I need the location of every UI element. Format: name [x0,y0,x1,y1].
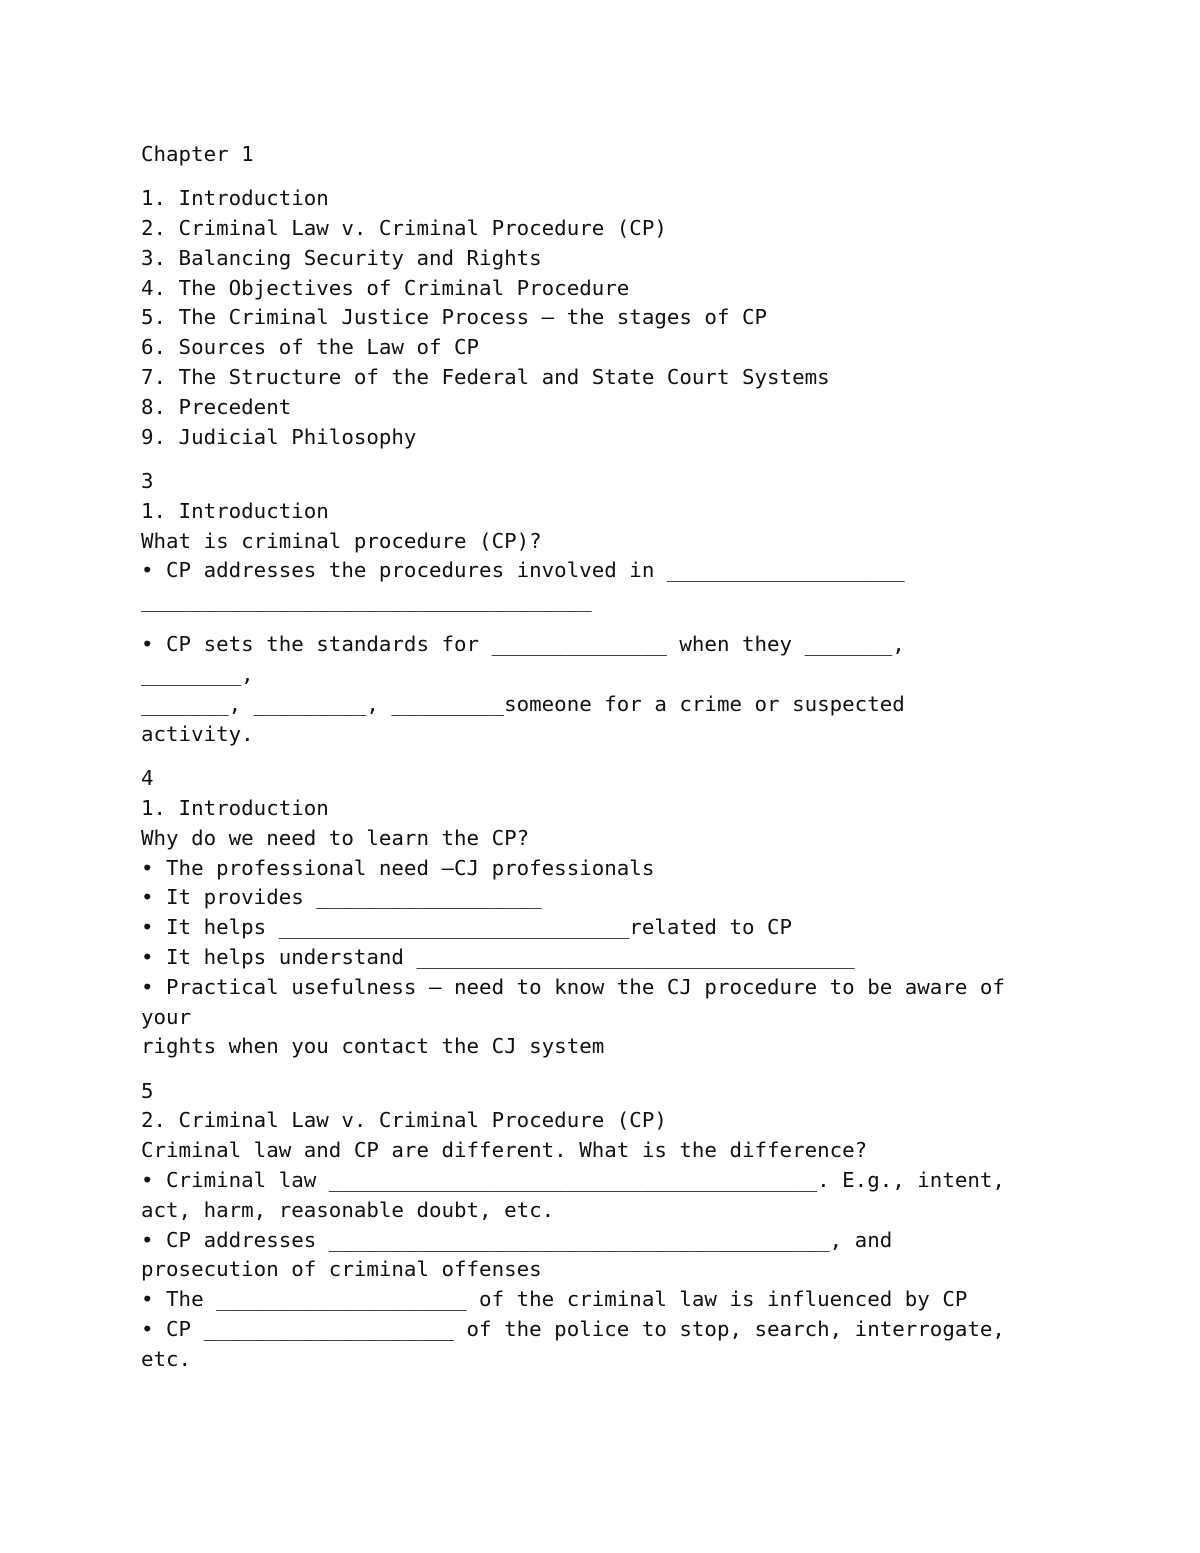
text-line: 1. Introduction [141,186,329,211]
text-line: Chapter 1 [141,142,254,166]
text-line: • It helps ____________________________related to CP [141,915,793,940]
text-line: 5. The Criminal Justice Process – the stages of CP [141,305,768,330]
text-block [141,467,1141,616]
text-line: 8. Precedent [141,394,292,419]
text-line: etc. [141,1346,192,1371]
text-line: Why do we need to learn the CP? [141,825,530,850]
text-line: 9. Judicial Philosophy [141,424,417,449]
text-block [141,184,1141,452]
text-line: • The professional need –CJ professionals [141,855,655,880]
text-line: 3 [141,468,154,493]
paragraph-gap [141,750,1141,765]
text-block [141,630,1141,749]
paragraph-gap [141,616,1141,631]
text-line: 7. The Structure of the Federal and State Court Systems [141,365,830,390]
text-line: 3. Balancing Security and Rights [141,245,542,270]
document-page [141,140,1141,1375]
text-line: • It provides __________________ [141,885,542,910]
text-line: rights when you contact the CJ system [141,1034,605,1059]
text-line: • CP addresses the procedures involved in ___________________ [141,558,905,583]
text-line: 4. The Objectives of Criminal Procedure [141,275,630,300]
text-line: ____________________________________ [141,588,592,613]
paragraph-gap [141,1062,1141,1077]
text-line: ________, [141,662,254,687]
text-line: Criminal law and CP are different. What is the difference? [141,1138,868,1163]
text-line: • It helps understand ___________________________________ [141,944,855,969]
text-block [141,764,1141,1062]
text-line: 4 [141,766,154,791]
text-line: • CP addresses ________________________________________, and [141,1227,893,1252]
text-line: What is criminal procedure (CP)? [141,528,542,553]
text-line: • The ____________________ of the criminal law is influenced by CP [141,1287,968,1312]
text-block [141,140,1141,170]
text-line: 5 [141,1078,154,1103]
text-line: _______, _________, _________someone for a crime or suspected [141,692,905,717]
text-line: • Criminal law _______________________________________. E.g., intent, [141,1168,1005,1192]
paragraph-gap [141,452,1141,467]
text-line: 1. Introduction [141,498,329,523]
text-line: prosecution of criminal offenses [141,1257,542,1282]
text-line: • CP ____________________ of the police to stop, search, interrogate, [141,1316,1005,1341]
paragraph-gap [141,170,1141,185]
text-line: act, harm, reasonable doubt, etc. [141,1197,555,1222]
text-line: 2. Criminal Law v. Criminal Procedure (CP) [141,216,667,241]
text-block [141,1077,1141,1375]
text-line: 2. Criminal Law v. Criminal Procedure (CP) [141,1108,667,1133]
text-line: your [141,1004,192,1029]
text-line: • Practical usefulness – need to know the CJ procedure to be aware of [141,974,1005,999]
text-line: 1. Introduction [141,795,329,820]
text-line: • CP sets the standards for ______________ when they _______, [141,632,905,657]
text-line: 6. Sources of the Law of CP [141,335,480,360]
text-line: activity. [141,721,254,746]
